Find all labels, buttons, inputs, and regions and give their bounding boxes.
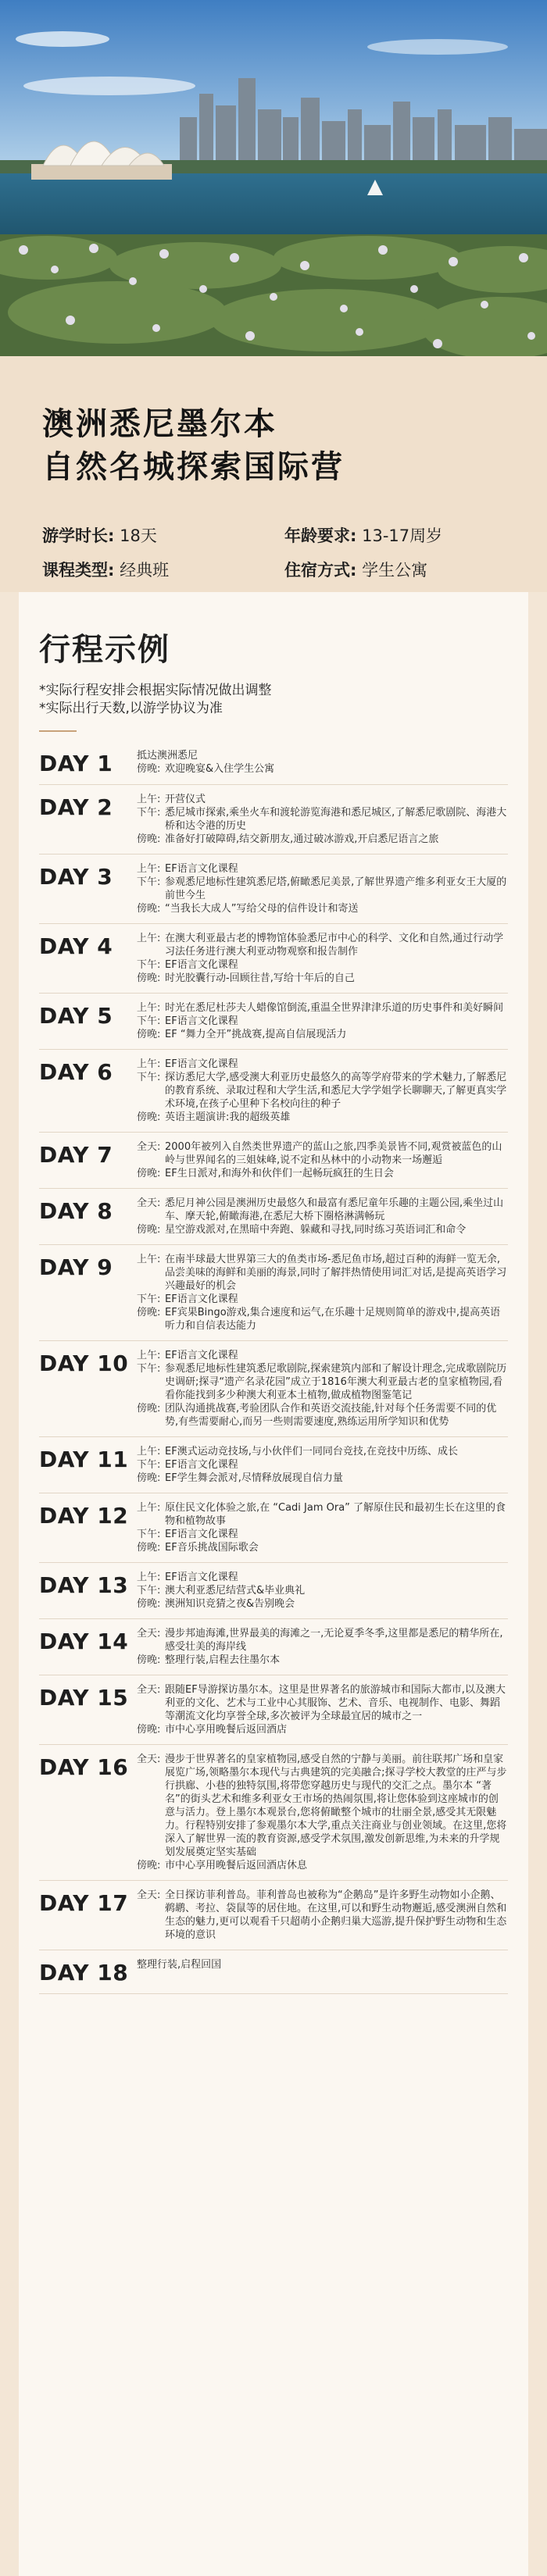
day-schedule: [137, 1058, 508, 1124]
day-item: [39, 1950, 508, 1994]
day-label: DAY 12: [39, 1503, 129, 1529]
schedule-row: [137, 1445, 508, 1458]
day-schedule: [137, 793, 508, 846]
day-item: [39, 741, 508, 785]
day-schedule: [137, 1627, 508, 1667]
activity-text: EF语言文化课程: [165, 1015, 238, 1027]
activity-text: EF宾果Bingo游戏,集合速度和运气,在乐趣十足规则简单的游戏中,提高英语听力和自信表达能力: [165, 1307, 501, 1332]
time-label: 傍晚:: [137, 1403, 161, 1415]
day-schedule: [137, 1445, 508, 1485]
camp-title-line1: 澳洲悉尼墨尔本: [42, 406, 277, 442]
schedule-row: [137, 1753, 508, 1859]
schedule-row: [137, 1501, 508, 1528]
schedule-row: [137, 1683, 508, 1723]
schedule-row: [137, 1253, 508, 1293]
schedule-row: [137, 1197, 508, 1223]
day-label: DAY 5: [39, 1003, 113, 1029]
day-label: DAY 18: [39, 1960, 129, 1986]
intro-section: [0, 356, 547, 592]
meta-course-type: 课程类型: 经典班: [42, 561, 170, 580]
schedule-row: [137, 1571, 508, 1584]
day-schedule: [137, 1253, 508, 1333]
day-schedule: [137, 862, 508, 915]
day-label: DAY 1: [39, 751, 113, 776]
day-label: DAY 6: [39, 1059, 113, 1085]
itinerary-heading: 行程示例: [39, 632, 170, 668]
time-label: 傍晚:: [137, 1168, 161, 1179]
day-schedule: [137, 1683, 508, 1736]
activity-text: 开营仪式: [165, 794, 206, 805]
time-label: 傍晚:: [137, 972, 161, 984]
schedule-row: [137, 1402, 508, 1429]
time-label: 下午:: [137, 1072, 161, 1083]
day-item: [39, 1050, 508, 1133]
day-schedule: [137, 932, 508, 985]
day-item: [39, 1563, 508, 1619]
time-label: 下午:: [137, 1529, 161, 1540]
schedule-row: [137, 1597, 508, 1611]
day-label: DAY 17: [39, 1890, 129, 1916]
day-label: DAY 10: [39, 1350, 129, 1376]
schedule-row: [137, 1167, 508, 1180]
time-label: 下午:: [137, 1363, 161, 1375]
day-label: DAY 8: [39, 1198, 113, 1224]
day-item: [39, 1493, 508, 1563]
time-label: 下午:: [137, 876, 161, 888]
time-label: 傍晚:: [137, 833, 161, 845]
activity-text: “当我长大成人”写给父母的信件设计和寄送: [165, 903, 359, 915]
time-label: 全天:: [137, 1197, 161, 1209]
day-item: [39, 994, 508, 1050]
schedule-row: [137, 806, 508, 833]
day-schedule: [137, 1501, 508, 1554]
time-label: 下午:: [137, 1293, 161, 1305]
activity-text: 市中心享用晚餐后返回酒店休息: [165, 1860, 308, 1871]
day-item: [39, 1189, 508, 1245]
activity-text: 跟随EF导游探访墨尔本。这里是世界著名的旅游城市和国际大都市,以及澳大利亚的文化、艺术与工业中心其服饰、艺术、音乐、电视制作、电影、舞蹈等潮流文化均享誉全球,多次被评为全球最宜居的城市之一: [165, 1684, 506, 1722]
schedule-row: [137, 1723, 508, 1736]
camp-title: [42, 403, 505, 489]
day-item: [39, 855, 508, 924]
time-label: 下午:: [137, 807, 161, 819]
note-line: *实际出行天数,以游学协议为准: [39, 701, 223, 716]
day-label: DAY 2: [39, 794, 113, 820]
time-label: 上午:: [137, 1002, 161, 1014]
schedule-row: [137, 1889, 508, 1942]
day-item: [39, 1675, 508, 1745]
time-label: 下午:: [137, 1459, 161, 1471]
activity-text: 星空游戏派对,在黑暗中奔跑、躲藏和寻找,同时练习英语词汇和命令: [165, 1224, 467, 1236]
activity-text: 探访悉尼大学,感受澳大利亚历史最悠久的高等学府带来的学术魅力,了解悉尼的教育系统、录取过程和大学生活,和悉尼大学学姐学长聊聊天,了解更真实学术环境,在孩子心里种下名校向往的种子: [165, 1072, 507, 1110]
activity-text: 悉尼城市探索,乘坐火车和渡轮游览海港和悉尼城区,了解悉尼歌剧院、海港大桥和达令港的历史: [165, 807, 507, 832]
day-label: DAY 16: [39, 1754, 129, 1780]
schedule-row: [137, 1541, 508, 1554]
activity-text: 抵达澳洲悉尼: [137, 750, 198, 762]
meta-duration: 游学时长: 18天: [42, 526, 157, 545]
schedule-row: [137, 1958, 508, 1971]
time-label: 上午:: [137, 1502, 161, 1514]
schedule-row: [137, 932, 508, 958]
time-label: 傍晚:: [137, 903, 161, 915]
itinerary-section: [19, 592, 528, 2576]
time-label: 上午:: [137, 1058, 161, 1070]
time-label: 全天:: [137, 1141, 161, 1153]
day-item: [39, 1619, 508, 1675]
time-label: 下午:: [137, 959, 161, 971]
schedule-row: [137, 833, 508, 846]
schedule-row: [137, 1028, 508, 1041]
schedule-row: [137, 1528, 508, 1541]
activity-text: 漫步邦迪海滩,世界最美的海滩之一,无论夏季冬季,这里都是悉尼的精华所在,感受壮美的海岸线: [165, 1628, 503, 1653]
activity-text: 澳大利亚悉尼结营式&毕业典礼: [165, 1585, 306, 1597]
schedule-row: [137, 1140, 508, 1167]
schedule-row: [137, 1223, 508, 1236]
time-label: 上午:: [137, 863, 161, 875]
divider: [39, 730, 77, 732]
activity-text: EF语言文化课程: [165, 959, 238, 971]
activity-text: EF “舞力全开”挑战赛,提高自信展现活力: [165, 1029, 347, 1040]
hero-photo: [0, 0, 547, 356]
schedule-row: [137, 972, 508, 985]
activity-text: EF澳式运动竞技场,与小伙伴们一同同台竞技,在竞技中历练、成长: [165, 1446, 458, 1457]
schedule-row: [137, 1293, 508, 1306]
time-label: 傍晚:: [137, 1029, 161, 1040]
schedule-row: [137, 762, 508, 776]
schedule-row: [137, 1859, 508, 1872]
schedule-row: [137, 1058, 508, 1071]
day-label: DAY 7: [39, 1142, 113, 1168]
time-label: 傍晚:: [137, 1654, 161, 1666]
time-label: 傍晚:: [137, 1542, 161, 1554]
time-label: 下午:: [137, 1585, 161, 1597]
schedule-row: [137, 1349, 508, 1362]
day-item: [39, 1133, 508, 1189]
activity-text: 整理行装,启程回国: [137, 1959, 222, 1971]
activity-text: EF语言文化课程: [165, 1350, 238, 1361]
time-label: 全天:: [137, 1889, 161, 1901]
activity-text: EF语言文化课程: [165, 863, 238, 875]
time-label: 全天:: [137, 1628, 161, 1639]
day-list: [39, 741, 508, 1994]
schedule-row: [137, 749, 508, 762]
time-label: 傍晚:: [137, 1224, 161, 1236]
activity-text: 团队沟通挑战赛,考验团队合作和英语交流技能,针对每个任务需要不同的优势,有些需要耐心,而另一些则需要速度,熟练运用所学知识和优势: [165, 1403, 497, 1428]
activity-text: 欢迎晚宴&入住学生公寓: [165, 763, 275, 775]
schedule-row: [137, 876, 508, 902]
schedule-row: [137, 958, 508, 972]
day-item: [39, 1245, 508, 1341]
time-label: 傍晚:: [137, 1111, 161, 1123]
time-label: 全天:: [137, 1754, 161, 1765]
activity-text: EF语言文化课程: [165, 1572, 238, 1583]
activity-text: EF语言文化课程: [165, 1459, 238, 1471]
day-item: [39, 1745, 508, 1881]
time-label: 傍晚:: [137, 1307, 161, 1318]
schedule-row: [137, 862, 508, 876]
time-label: 上午:: [137, 1446, 161, 1457]
activity-text: 参观悉尼地标性建筑悉尼塔,俯瞰悉尼美景,了解世界遗产维多利亚女王大厦的前世今生: [165, 876, 507, 901]
day-label: DAY 11: [39, 1447, 129, 1472]
activity-text: EF语言文化课程: [165, 1058, 238, 1070]
day-schedule: [137, 749, 508, 776]
camp-meta: [42, 523, 505, 581]
sydney-harbour-illustration: [0, 0, 547, 356]
activity-text: 原住民文化体验之旅,在 “Cadi Jam Ora” 了解原住民和最初生长在这里的食物和植物故事: [165, 1502, 506, 1527]
camp-title-line2: 自然名城探索国际营: [42, 449, 345, 485]
activity-text: 2000年被列入自然类世界遗产的蓝山之旅,四季美景皆不同,观赏被蓝色的山岭与世界闻名的三姐妹峰,说不定和丛林中的小动物来一场邂逅: [165, 1141, 502, 1166]
schedule-row: [137, 1111, 508, 1124]
time-label: 傍晚:: [137, 1860, 161, 1871]
day-item: [39, 785, 508, 855]
activity-text: 悉尼月神公园是澳洲历史最悠久和最富有悉尼童年乐趣的主题公园,乘坐过山车、摩天轮,俯瞰海港,在悉尼大桥下圈格淋满畅玩: [165, 1197, 504, 1222]
time-label: 傍晚:: [137, 763, 161, 775]
activity-text: EF音乐挑战国际歌会: [165, 1542, 259, 1554]
time-label: 全天:: [137, 1684, 161, 1696]
time-label: 傍晚:: [137, 1598, 161, 1610]
schedule-row: [137, 1362, 508, 1402]
activity-text: 时光胶囊行动-回顾往昔,写给十年后的自己: [165, 972, 355, 984]
schedule-row: [137, 1001, 508, 1015]
schedule-row: [137, 1627, 508, 1654]
time-label: 上午:: [137, 794, 161, 805]
time-label: 傍晚:: [137, 1724, 161, 1736]
time-label: 上午:: [137, 1350, 161, 1361]
activity-text: 漫步于世界著名的皇家植物园,感受自然的宁静与美丽。前往联邦广场和皇家展览广场,领略墨尔本现代与古典建筑的完美融合;探寻学校大教堂的庄严与步行拱廊、小巷的独特氛围,将带您穿越历史与现代的交汇之点。墨尔本 “著名”的街头艺术和维多利亚女王市场的热闹氛围,将让您体验到这座城市的创意与活力。登上墨尔本观景台,您将俯瞰整个城市的壮丽全景,感受其无限魅力。行程特别安排了参观墨尔本大学,重点关注商业与创业领域。在这里,您将深入了解世界一流的教育资源,感受学术氛围,激发创新思维,为未来的升学规划发展奠定坚实基础: [165, 1754, 507, 1858]
day-label: DAY 14: [39, 1629, 129, 1654]
day-label: DAY 15: [39, 1685, 129, 1711]
activity-text: 准备好打破障碍,结交新朋友,通过破冰游戏,开启悉尼语言之旅: [165, 833, 439, 845]
schedule-row: [137, 1472, 508, 1485]
day-label: DAY 9: [39, 1254, 113, 1280]
time-label: 下午:: [137, 1015, 161, 1027]
day-schedule: [137, 1753, 508, 1872]
day-item: [39, 1437, 508, 1493]
day-label: DAY 3: [39, 864, 113, 890]
meta-age: 年龄要求: 13-17周岁: [284, 526, 443, 545]
activity-text: 全日探访菲利普岛。菲利普岛也被称为“企鹅岛”是许多野生动物如小企鹅、鹈鹕、考拉、袋鼠等的居住地。在这里,可以和野生动物邂逅,感受澳洲自然和生态的魅力,更可以观看千只超萌小企鹅归巢大巡游,提升保护野生动物和生态环境的意识: [165, 1889, 507, 1941]
activity-text: EF语言文化课程: [165, 1293, 238, 1305]
activity-text: EF语言文化课程: [165, 1529, 238, 1540]
time-label: 上午:: [137, 1572, 161, 1583]
schedule-row: [137, 902, 508, 915]
day-schedule: [137, 1958, 508, 1986]
day-schedule: [137, 1197, 508, 1236]
schedule-row: [137, 1458, 508, 1472]
activity-text: 在澳大利亚最古老的博物馆体验悉尼市中心的科学、文化和自然,通过行动学习法任务进行澳大利亚动物观察和报告制作: [165, 933, 504, 958]
day-schedule: [137, 1349, 508, 1429]
activity-text: 市中心享用晚餐后返回酒店: [165, 1724, 288, 1736]
time-label: 上午:: [137, 933, 161, 944]
day-item: [39, 1341, 508, 1437]
schedule-row: [137, 1071, 508, 1111]
schedule-row: [137, 1654, 508, 1667]
day-label: DAY 4: [39, 933, 113, 959]
day-schedule: [137, 1889, 508, 1942]
day-schedule: [137, 1001, 508, 1041]
schedule-row: [137, 793, 508, 806]
schedule-row: [137, 1584, 508, 1597]
day-item: [39, 1881, 508, 1950]
activity-text: 在南半球最大世界第三大的鱼类市场-悉尼鱼市场,超过百种的海鲜一览无余,品尝美味的海鲜和美丽的海景,同时了解拌热情使用词汇对话,是提高英语学习兴趣最好的机会: [165, 1254, 507, 1292]
schedule-row: [137, 1015, 508, 1028]
activity-text: 英语主题演讲:我的超级英雄: [165, 1111, 291, 1123]
meta-accommodation: 住宿方式: 学生公寓: [284, 561, 428, 580]
note-line: *实际行程安排会根据实际情况做出调整: [39, 683, 272, 698]
time-label: 上午:: [137, 1254, 161, 1265]
day-label: DAY 13: [39, 1572, 129, 1598]
activity-text: 参观悉尼地标性建筑悉尼歌剧院,探索建筑内部和了解设计理念,完成歌剧院历史调研;探寻“遗产名录花园”成立于1816年澳大利亚最古老的皇家植物园,看看你能找到多少种澳大利亚本土植物,做成植物图鉴笔记: [165, 1363, 507, 1401]
day-schedule: [137, 1140, 508, 1180]
time-label: 傍晚:: [137, 1472, 161, 1484]
schedule-row: [137, 1306, 508, 1333]
itinerary-notes: [39, 682, 508, 718]
activity-text: 整理行装,启程去往墨尔本: [165, 1654, 281, 1666]
activity-text: EF学生舞会派对,尽情释放展现自信力量: [165, 1472, 343, 1484]
activity-text: EF生日派对,和海外和伙伴们一起畅玩疯狂的生日会: [165, 1168, 394, 1179]
day-schedule: [137, 1571, 508, 1611]
day-item: [39, 924, 508, 994]
activity-text: 澳洲知识竞猜之夜&告别晚会: [165, 1598, 295, 1610]
activity-text: 时光在悉尼杜莎夫人蜡像馆倒流,重温全世界津津乐道的历史事件和美好瞬间: [165, 1002, 504, 1014]
